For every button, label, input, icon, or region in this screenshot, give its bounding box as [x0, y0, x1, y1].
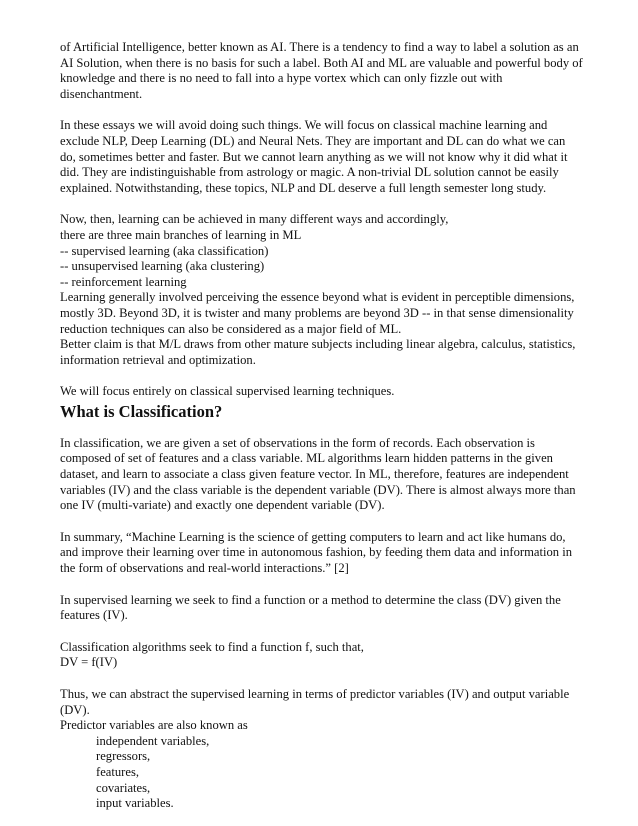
predictor-aliases-list — [60, 734, 580, 812]
list-item: covariates, — [96, 780, 151, 795]
supervised-paragraph — [60, 593, 580, 624]
list-item: independent variables, — [96, 733, 210, 748]
essays-paragraph — [60, 118, 580, 196]
text-line: one IV (multi-variate) and exactly one dependent variable (DV). — [60, 498, 385, 513]
text-line: do, sometimes better and faster. But we cannot learn anything as we will not know why it did what it — [60, 149, 568, 164]
text-line: there are three main branches of learning in ML — [60, 227, 302, 242]
text-line: disenchantment. — [60, 86, 143, 101]
text-line: did. They are indistinguishable from astrology or magic. A non-trivial DL solution cannot be easily — [60, 165, 559, 180]
text-line: Predictor variables are also known as — [60, 718, 248, 733]
text-line: In classification, we are given a set of observations in the form of records. Each observation is — [60, 435, 535, 450]
branches-paragraph — [60, 212, 580, 368]
intro-paragraph — [60, 40, 583, 102]
text-line: Classification algorithms seek to find a function f, such that, — [60, 639, 364, 654]
text-line: and improve their learning over time in autonomous fashion, by feeding them data and information in — [60, 545, 573, 560]
section-heading: What is Classification? — [60, 401, 223, 421]
text-line: mostly 3D. Beyond 3D, it is twister and many problems are beyond 3D -- in that sense dimensionality — [60, 305, 574, 320]
text-line: In summary, “Machine Learning is the science of getting computers to learn and act like humans do, — [60, 529, 566, 544]
list-item: -- unsupervised learning (aka clustering) — [60, 259, 265, 274]
text-line: Thus, we can abstract the supervised learning in terms of predictor variables (IV) and output variable — [60, 687, 570, 701]
text-line: dataset, and learn to associate a class given feature vector. In ML, therefore, features are independent — [60, 467, 569, 482]
text-line: variables (IV) and the class variable is the dependent variable (DV). There is almost always more than — [60, 482, 576, 497]
text-line: features (IV). — [60, 608, 128, 623]
list-item: regressors, — [96, 749, 151, 764]
document-page — [60, 40, 583, 812]
text-line: knowledge and there is no need to fall into a hype vortex which can only fizzle out with — [60, 71, 503, 86]
text-line: (DV). — [60, 702, 90, 717]
text-line: Better claim is that M/L draws from other mature subjects including linear algebra, calculus, statistics, — [60, 337, 576, 352]
text-line: In supervised learning we seek to find a function or a method to determine the class (DV) given the — [60, 592, 561, 607]
summary-paragraph — [60, 530, 580, 577]
text-line: exclude NLP, Deep Learning (DL) and Neural Nets. They are important and DL can do what we can — [60, 133, 566, 148]
text-line: reduction techniques can also be considered as a major field of ML. — [60, 321, 402, 336]
text-line: composed of set of features and a class variable. ML algorithms learn hidden patterns in the given — [60, 451, 553, 466]
list-item: -- supervised learning (aka classification) — [60, 243, 269, 258]
text-line: Learning generally involved perceiving the essence beyond what is evident in perceptible dimensions, — [60, 290, 575, 305]
text-line: the form of observations and real-world interactions.” [2] — [60, 561, 349, 576]
text-line: of Artificial Intelligence, better known as AI. There is a tendency to find a way to label a solution as an — [60, 40, 579, 54]
function-paragraph — [60, 640, 580, 671]
classification-paragraph — [60, 436, 580, 514]
focus-line — [60, 384, 580, 400]
equation-line: DV = f(IV) — [60, 655, 118, 670]
list-item: features, — [96, 764, 140, 779]
text-line: We will focus entirely on classical supervised learning techniques. — [60, 384, 395, 399]
text-line: information retrieval and optimization. — [60, 352, 256, 367]
text-line: In these essays we will avoid doing such things. We will focus on classical machine learning and — [60, 118, 548, 133]
abstract-paragraph — [60, 687, 580, 734]
text-line: Now, then, learning can be achieved in many different ways and accordingly, — [60, 212, 449, 227]
text-line: explained. Notwithstanding, these topics, NLP and DL deserve a full length semester long study. — [60, 180, 547, 195]
list-item: -- reinforcement learning — [60, 274, 187, 289]
list-item: input variables. — [96, 796, 174, 811]
text-line: AI Solution, when there is no basis for such a label. Both AI and ML are valuable and powerful body of — [60, 55, 583, 70]
